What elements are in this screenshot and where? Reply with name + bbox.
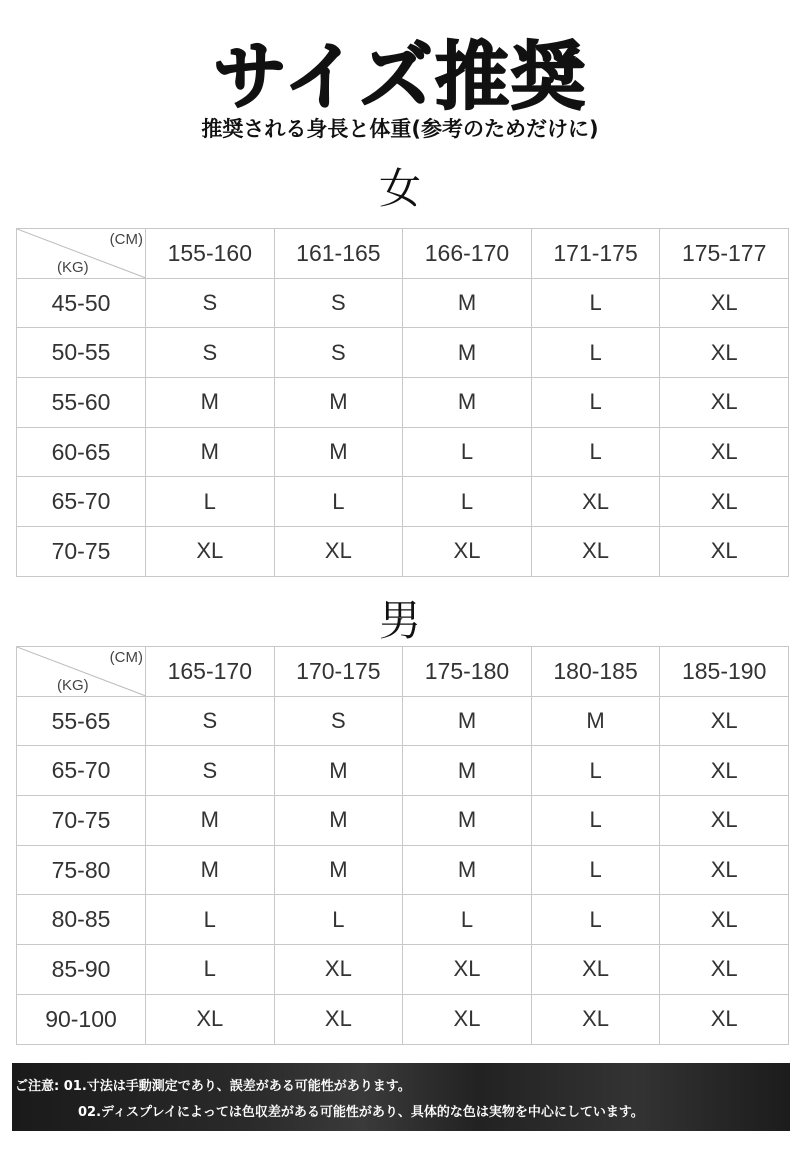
weight-range-cell: 65-70 <box>17 477 146 527</box>
page-subtitle: 推奨される身長と体重(参考のためだけに) <box>201 117 599 141</box>
notice-line-1: ご注意: 01.寸法は手動測定であり、誤差がある可能性があります。 <box>15 1079 411 1094</box>
header-row <box>17 647 789 697</box>
size-cell: M <box>403 378 532 428</box>
page-title: サイズ推奨 <box>212 34 588 120</box>
size-cell: M <box>403 696 532 746</box>
notice-line-2: 02.ディスプレイによっては色収差がある可能性があり、具体的な色は実物を中心にしています。 <box>78 1105 644 1120</box>
size-cell: S <box>146 278 275 328</box>
size-cell: XL <box>660 427 789 477</box>
table-row <box>17 328 789 378</box>
table-row <box>17 895 789 945</box>
size-cell: L <box>531 378 660 428</box>
table-row <box>17 945 789 995</box>
height-unit-label: (CM) <box>109 231 143 248</box>
corner-cell <box>17 647 146 697</box>
size-cell: M <box>274 427 403 477</box>
size-cell: M <box>146 427 275 477</box>
size-cell: XL <box>660 746 789 796</box>
size-cell: M <box>403 278 532 328</box>
size-cell: L <box>403 895 532 945</box>
size-cell: S <box>146 328 275 378</box>
male-size-table <box>16 646 789 1045</box>
size-cell: XL <box>146 994 275 1044</box>
weight-range-cell: 60-65 <box>17 427 146 477</box>
size-cell: L <box>146 477 275 527</box>
size-cell: XL <box>660 477 789 527</box>
size-cell: L <box>531 427 660 477</box>
table-row <box>17 845 789 895</box>
size-cell: L <box>531 746 660 796</box>
size-cell: XL <box>660 994 789 1044</box>
size-cell: XL <box>146 527 275 577</box>
size-cell: L <box>531 845 660 895</box>
size-cell: XL <box>660 527 789 577</box>
height-range-header: 171-175 <box>531 229 660 279</box>
weight-range-cell: 80-85 <box>17 895 146 945</box>
size-cell: XL <box>274 945 403 995</box>
height-range-header: 165-170 <box>146 647 275 697</box>
size-cell: XL <box>531 477 660 527</box>
size-cell: XL <box>531 994 660 1044</box>
size-cell: M <box>274 796 403 846</box>
table-row <box>17 427 789 477</box>
size-cell: XL <box>403 527 532 577</box>
table-row <box>17 477 789 527</box>
table-row <box>17 527 789 577</box>
height-unit-label: (CM) <box>109 649 143 666</box>
weight-range-cell: 55-60 <box>17 378 146 428</box>
size-cell: M <box>274 845 403 895</box>
size-cell: L <box>274 895 403 945</box>
weight-range-cell: 50-55 <box>17 328 146 378</box>
weight-range-cell: 45-50 <box>17 278 146 328</box>
header-row <box>17 229 789 279</box>
notice-banner <box>12 1063 790 1131</box>
weight-range-cell: 65-70 <box>17 746 146 796</box>
table-row <box>17 994 789 1044</box>
weight-range-cell: 55-65 <box>17 696 146 746</box>
size-cell: L <box>274 477 403 527</box>
size-cell: XL <box>660 278 789 328</box>
weight-unit-label: (KG) <box>57 258 89 276</box>
size-cell: L <box>146 945 275 995</box>
size-cell: M <box>146 796 275 846</box>
size-cell: S <box>274 696 403 746</box>
table-row <box>17 278 789 328</box>
height-range-header: 161-165 <box>274 229 403 279</box>
female-size-table <box>16 228 789 577</box>
size-cell: XL <box>531 945 660 995</box>
size-cell: M <box>274 378 403 428</box>
size-cell: XL <box>660 895 789 945</box>
weight-unit-label: (KG) <box>57 676 89 694</box>
height-range-header: 175-180 <box>403 647 532 697</box>
weight-range-cell: 70-75 <box>17 527 146 577</box>
size-cell: M <box>274 746 403 796</box>
size-cell: L <box>403 427 532 477</box>
male-heading: 男 <box>378 596 421 645</box>
table-row <box>17 378 789 428</box>
height-range-header: 185-190 <box>660 647 789 697</box>
size-cell: XL <box>660 328 789 378</box>
size-cell: S <box>146 746 275 796</box>
size-cell: M <box>146 845 275 895</box>
height-range-header: 155-160 <box>146 229 275 279</box>
size-cell: M <box>403 796 532 846</box>
female-heading: 女 <box>378 164 421 213</box>
table-row <box>17 746 789 796</box>
size-cell: L <box>531 895 660 945</box>
height-range-header: 166-170 <box>403 229 532 279</box>
table-row <box>17 696 789 746</box>
height-range-header: 180-185 <box>531 647 660 697</box>
size-cell: M <box>403 746 532 796</box>
corner-cell <box>17 229 146 279</box>
table-row <box>17 796 789 846</box>
size-cell: L <box>403 477 532 527</box>
height-range-header: 175-177 <box>660 229 789 279</box>
size-cell: XL <box>403 945 532 995</box>
size-cell: XL <box>660 945 789 995</box>
size-cell: L <box>531 278 660 328</box>
size-cell: XL <box>660 796 789 846</box>
size-cell: S <box>146 696 275 746</box>
size-cell: XL <box>403 994 532 1044</box>
size-cell: M <box>403 328 532 378</box>
size-cell: XL <box>660 378 789 428</box>
size-cell: XL <box>531 527 660 577</box>
size-cell: M <box>146 378 275 428</box>
size-cell: L <box>531 796 660 846</box>
weight-range-cell: 70-75 <box>17 796 146 846</box>
size-cell: XL <box>274 527 403 577</box>
size-cell: M <box>403 845 532 895</box>
size-cell: XL <box>660 696 789 746</box>
size-cell: XL <box>660 845 789 895</box>
size-cell: S <box>274 278 403 328</box>
size-cell: M <box>531 696 660 746</box>
size-cell: L <box>146 895 275 945</box>
size-cell: S <box>274 328 403 378</box>
height-range-header: 170-175 <box>274 647 403 697</box>
weight-range-cell: 85-90 <box>17 945 146 995</box>
weight-range-cell: 75-80 <box>17 845 146 895</box>
size-cell: L <box>531 328 660 378</box>
size-cell: XL <box>274 994 403 1044</box>
weight-range-cell: 90-100 <box>17 994 146 1044</box>
